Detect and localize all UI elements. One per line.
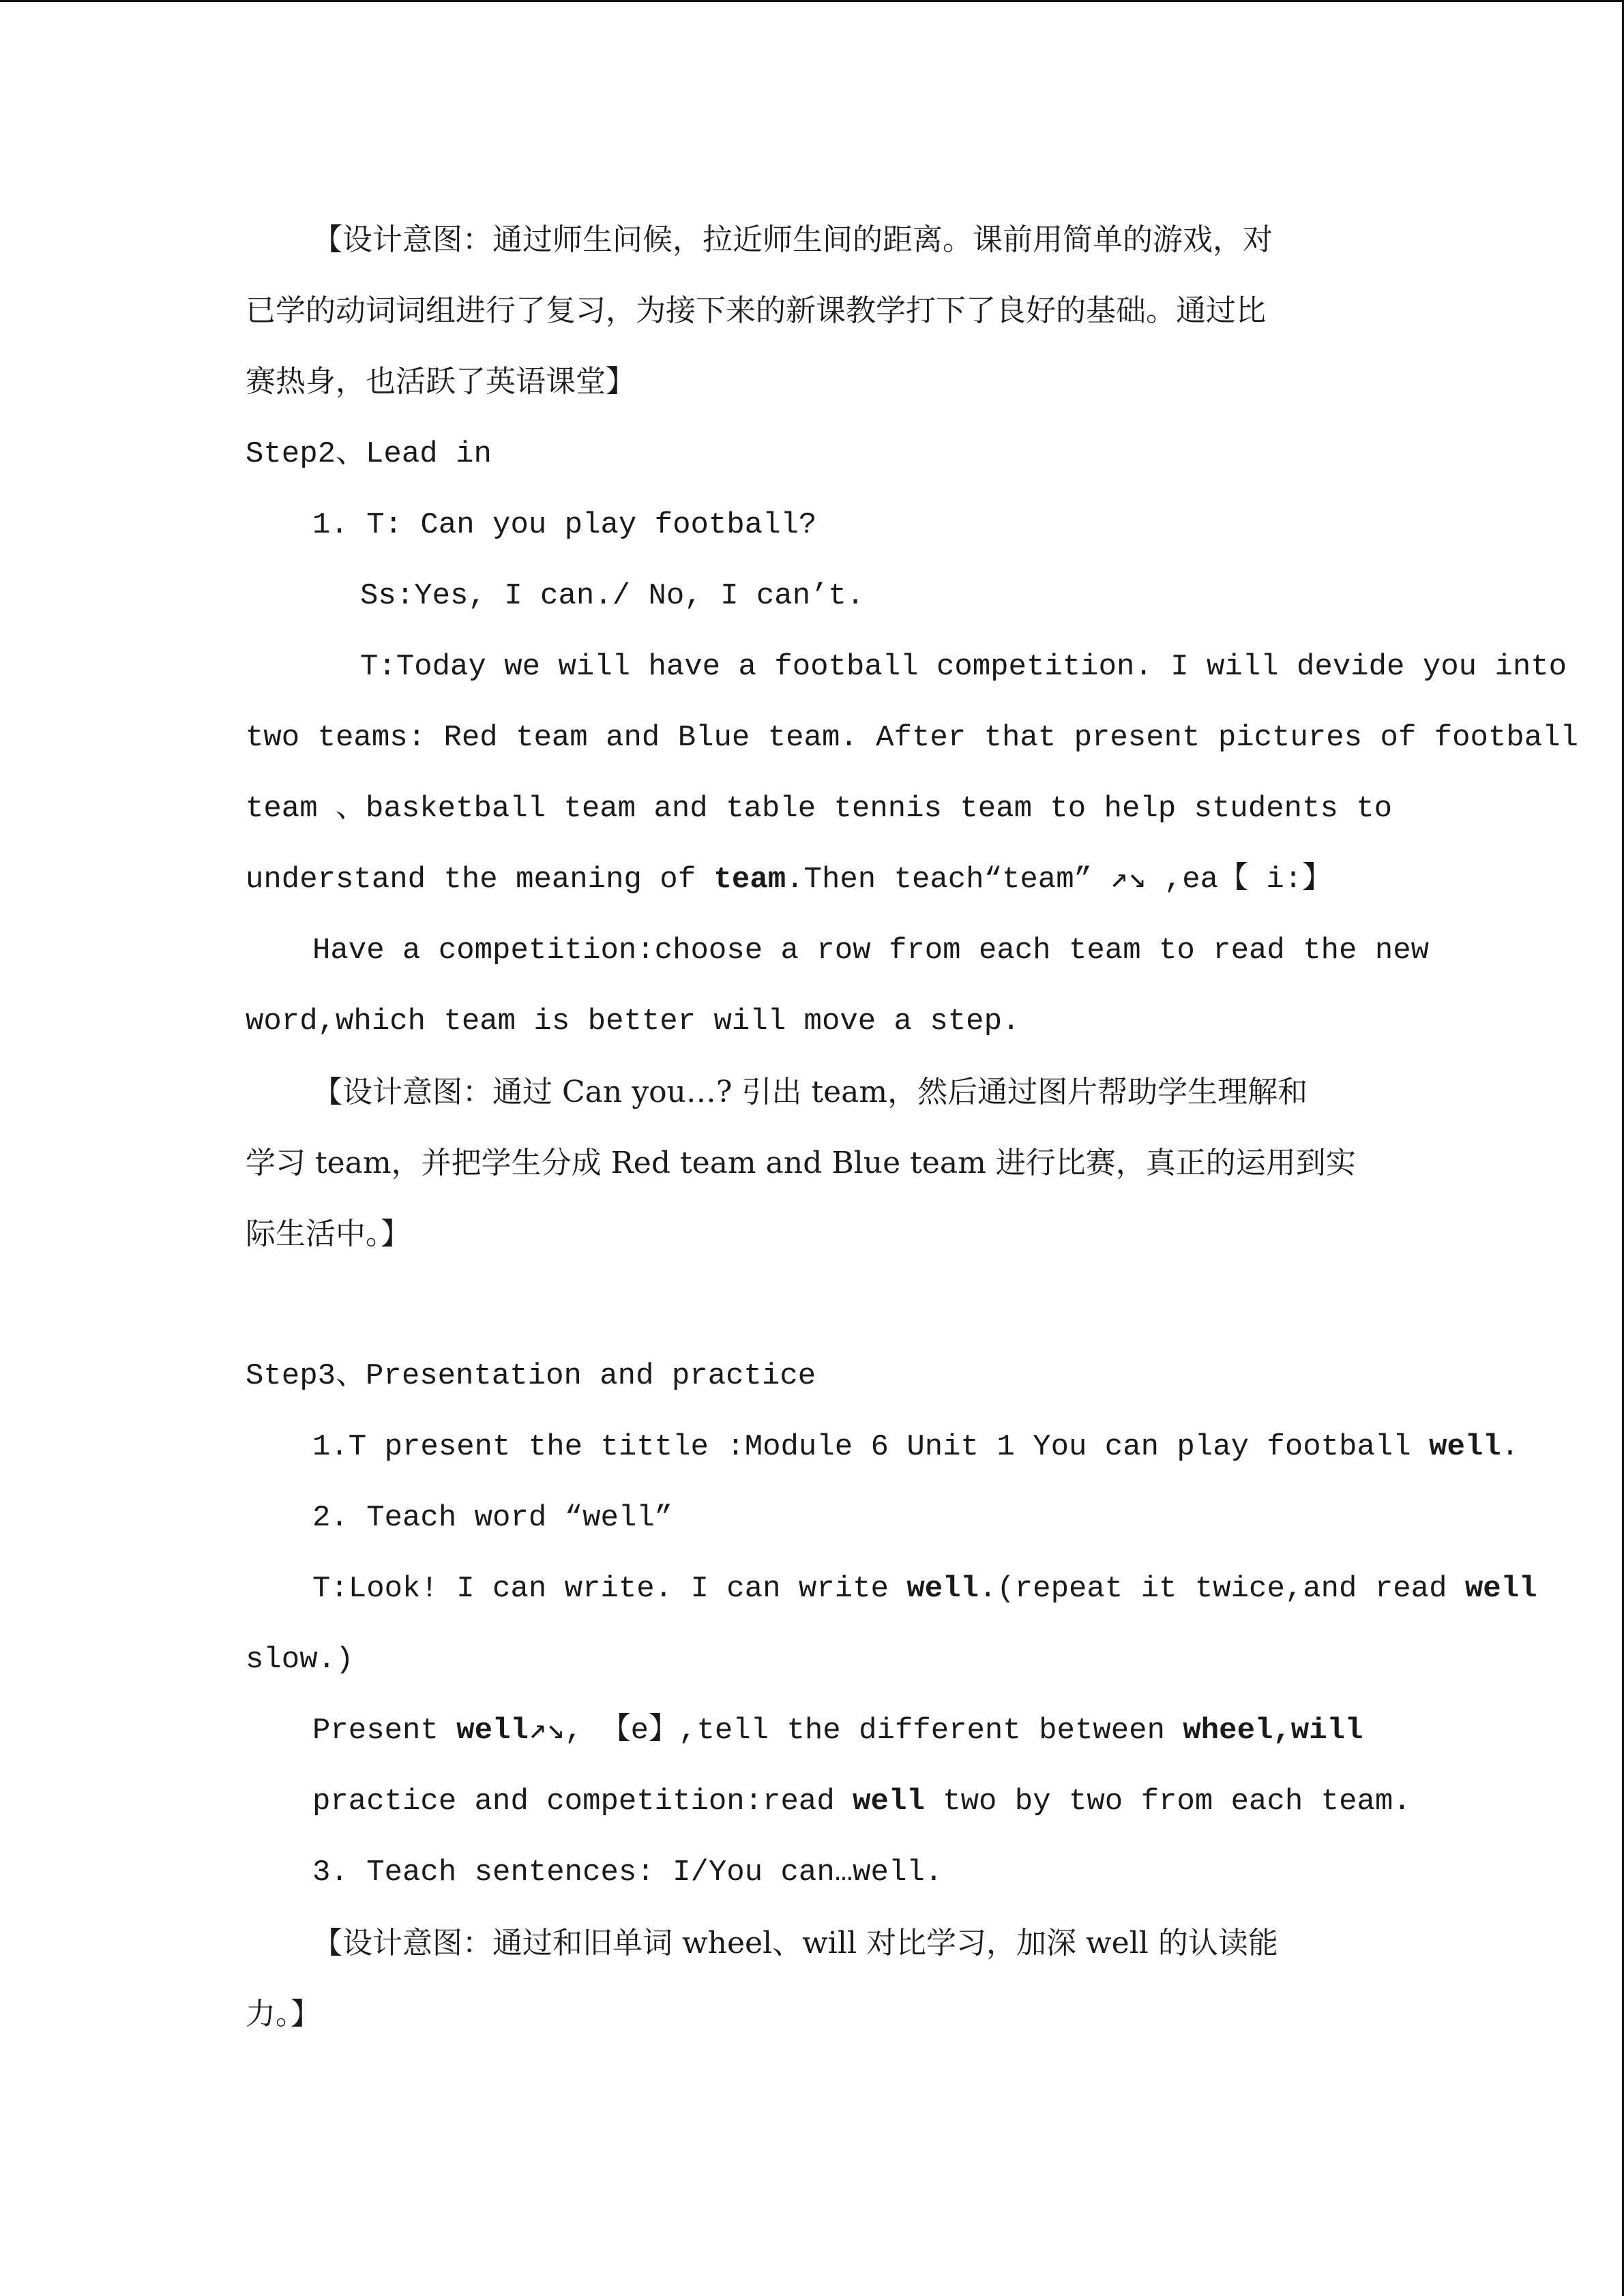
step3-practice-rest: two by two from each team. [924, 1785, 1411, 1819]
keyword-well: well [1464, 1572, 1537, 1606]
step2-teacher-line-4 [246, 859, 1332, 900]
step2-students-answer: Ss:Yes, I can./ No, I can’t. [360, 579, 865, 613]
step3-teacher-line-1-mid: .(repeat it twice,and read [978, 1572, 1465, 1606]
step3-item-1-period: . [1501, 1430, 1520, 1464]
step2-teacher-line-1: T:Today we will have a football competition. I will devide you into [360, 650, 1567, 684]
step2-heading: Step2、Lead in [246, 437, 492, 471]
step2-competition-line-2: word,which team is better will move a step. [246, 1004, 1020, 1039]
step3-present-mid: ↗↘, 【e】,tell the different between [528, 1714, 1183, 1748]
design-intent-3-line-1: 【设计意图：通过和旧单词 wheel、will 对比学习，加深 well 的认读能 [312, 1926, 1278, 1960]
step3-present-text: Present [312, 1714, 457, 1748]
keyword-well: well [853, 1785, 925, 1819]
step3-teacher-line-2: slow.) [246, 1643, 354, 1677]
step2-teacher-line-3: team 、basketball team and table tennis team to help students to [246, 792, 1393, 826]
step2-teacher-line-2: two teams: Red team and Blue team. After that present pictures of football [246, 721, 1578, 755]
step3-practice-line [312, 1781, 1411, 1822]
design-intent-2-line-3: 际生活中。】 [246, 1217, 411, 1251]
step2-competition-line-1: Have a competition:choose a row from each team to read the new [312, 934, 1430, 968]
keyword-team: team [713, 863, 786, 897]
design-intent-1-line-1: 【设计意图：通过师生问候，拉近师生间的距离。课前用简单的游戏，对 [312, 222, 1273, 257]
step3-teacher-line-1 [312, 1568, 1537, 1609]
design-intent-2-line-2: 学习 team，并把学生分成 Red team and Blue team 进行比赛，真正的运用到实 [246, 1146, 1356, 1180]
design-intent-2-line-1: 【设计意图：通过 Can you…? 引出 team，然后通过图片帮助学生理解和 [312, 1075, 1308, 1109]
step3-item-1 [312, 1427, 1519, 1467]
step3-teacher-line-1-text: T:Look! I can write. I can write [312, 1572, 907, 1606]
step3-item-2: 2. Teach word “well” [312, 1501, 673, 1535]
keyword-well: well [906, 1572, 979, 1606]
step3-practice-text: practice and competition:read [312, 1785, 853, 1819]
keyword-wheel-will: wheel,will [1183, 1714, 1363, 1748]
step2-teacher-line-4-text: understand the meaning of [246, 863, 714, 897]
design-intent-3-line-2: 力。】 [246, 1997, 321, 2031]
step3-item-1-text: 1.T present the tittle :Module 6 Unit 1 You can play football [312, 1430, 1430, 1464]
step2-item-1: 1. T: Can you play football? [312, 508, 817, 542]
step3-item-3: 3. Teach sentences: I/You can…well. [312, 1855, 943, 1890]
step3-heading: Step3、Presentation and practice [246, 1359, 816, 1393]
keyword-well: well [1429, 1430, 1501, 1464]
design-intent-1-line-3: 赛热身，也活跃了英语课堂】 [246, 364, 636, 399]
design-intent-1-line-2: 已学的动词词组进行了复习，为接下来的新课教学打下了良好的基础。通过比 [246, 293, 1266, 328]
keyword-well: well [456, 1714, 529, 1748]
step3-present-line [312, 1710, 1363, 1751]
step2-teacher-line-4-rest: .Then teach“team” ↗↘ ,ea【 i:】 [786, 863, 1333, 897]
